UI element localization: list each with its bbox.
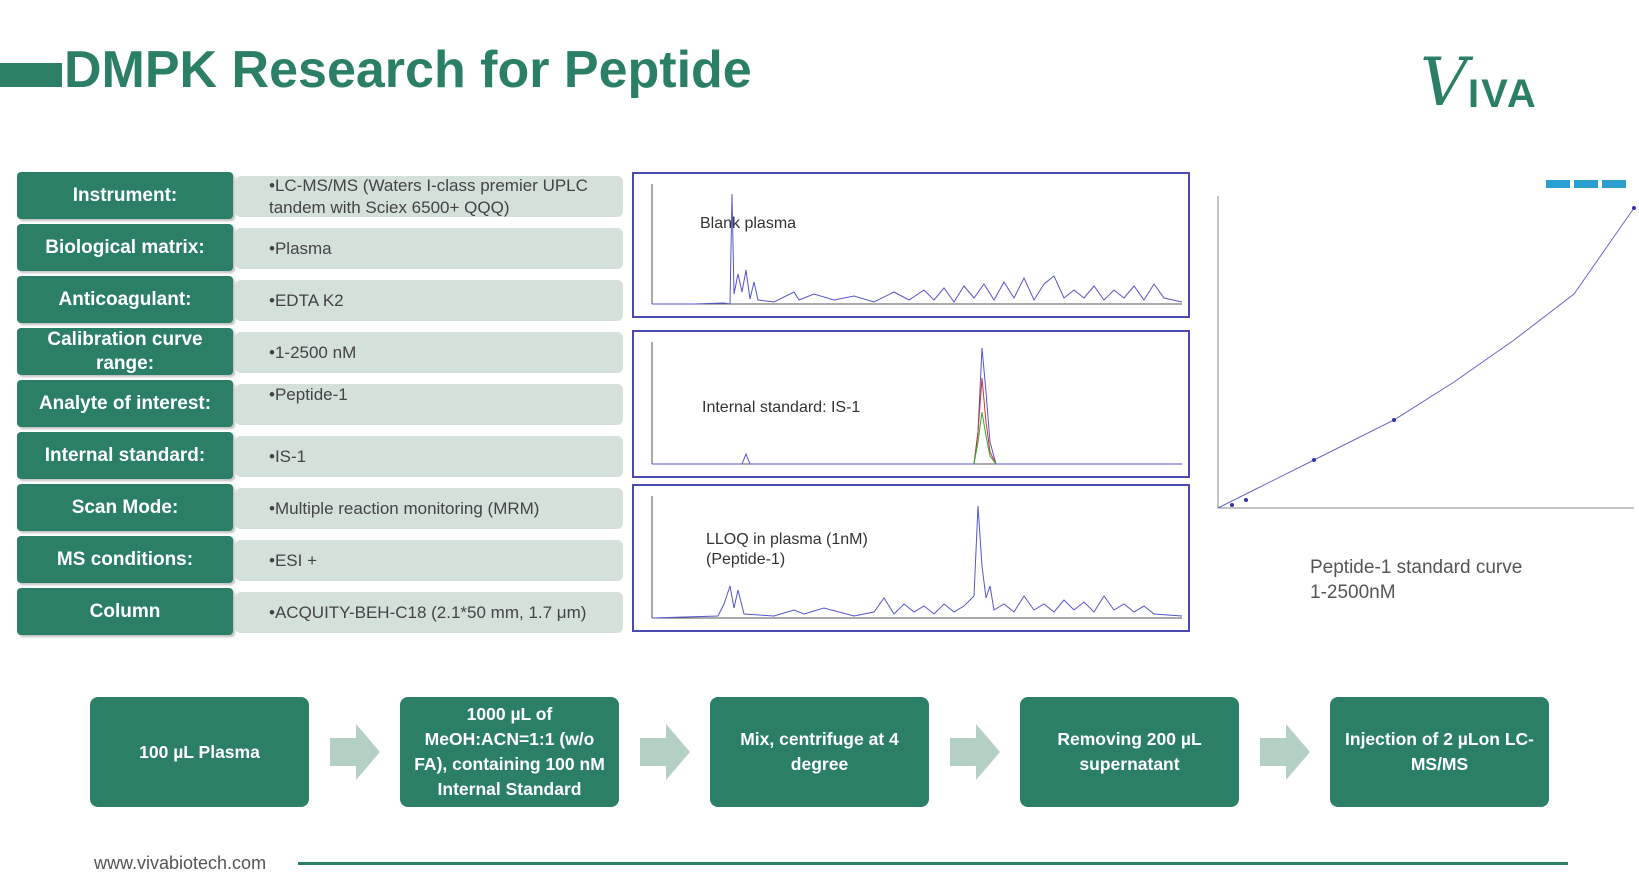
arrow-right-icon: [330, 724, 380, 780]
arrow-right-icon: [950, 724, 1000, 780]
param-label: Calibration curve range:: [17, 328, 233, 375]
param-value: •IS-1: [235, 436, 623, 477]
param-value: •EDTA K2: [235, 280, 623, 321]
param-label: Analyte of interest:: [17, 380, 233, 427]
chromatogram-label: Blank plasma: [700, 215, 797, 232]
page-title: DMPK Research for Peptide: [64, 41, 752, 99]
param-row-scan-mode: [17, 484, 624, 531]
param-value: •Plasma: [235, 228, 623, 269]
workflow-step-supernatant: Removing 200 µL supernatant: [1020, 697, 1239, 807]
viva-logo: [1420, 44, 1580, 122]
chromatogram-label: Internal standard: IS-1: [702, 399, 861, 416]
param-label: Biological matrix:: [17, 224, 233, 271]
footer-divider: [298, 862, 1568, 865]
chromatogram-internal-standard: [632, 330, 1190, 478]
param-row-matrix: [17, 224, 624, 271]
arrow-right-icon: [640, 724, 690, 780]
workflow-step-injection: Injection of 2 µLon LC-MS/MS: [1330, 697, 1549, 807]
param-row-ms-conditions: [17, 536, 624, 583]
logo-v-glyph: V: [1420, 44, 1468, 121]
chromatogram-blank: [632, 172, 1190, 318]
chromatogram-lloq: [632, 484, 1190, 632]
workflow-step-centrifuge: Mix, centrifuge at 4 degree: [710, 697, 929, 807]
chromatogram-label: LLOQ in plasma (1nM) (Peptide-1): [706, 531, 868, 568]
chromatogram-trace-blank: [634, 174, 1188, 316]
title-accent-bar: [0, 63, 62, 87]
param-label: MS conditions:: [17, 536, 233, 583]
param-row-column: [17, 588, 624, 635]
param-label: Anticoagulant:: [17, 276, 233, 323]
standard-curve-plot: [1194, 172, 1638, 522]
param-row-anticoagulant: [17, 276, 624, 323]
workflow-step-plasma: 100 µL Plasma: [90, 697, 309, 807]
param-value: •Multiple reaction monitoring (MRM): [235, 488, 623, 529]
param-label: Instrument:: [17, 172, 233, 219]
param-label: Column: [17, 588, 233, 635]
param-label: Scan Mode:: [17, 484, 233, 531]
param-row-instrument: [17, 172, 624, 219]
param-value: •ESI +: [235, 540, 623, 581]
param-label: Internal standard:: [17, 432, 233, 479]
param-value: •LC-MS/MS (Waters I-class premier UPLC tandem with Sciex 6500+ QQQ): [235, 176, 623, 217]
standard-curve-caption: [1310, 555, 1522, 605]
param-value: •Peptide-1: [235, 384, 623, 425]
curve-caption-line1: Peptide-1 standard curve: [1310, 557, 1523, 578]
logo-text: IVA: [1468, 72, 1538, 116]
arrow-right-icon: [1260, 724, 1310, 780]
curve-toolbar-button: [1546, 180, 1570, 188]
param-row-analyte: [17, 380, 624, 427]
param-value: •ACQUITY-BEH-C18 (2.1*50 mm, 1.7 μm): [235, 592, 623, 633]
curve-toolbar-button: [1602, 180, 1626, 188]
curve-caption-line2: 1-2500nM: [1310, 582, 1396, 603]
param-row-internal-standard: [17, 432, 624, 479]
param-row-calibration: [17, 328, 624, 375]
workflow-step-precipitation: 1000 µL of MeOH:ACN=1:1 (w/o FA), containing 100 nM Internal Standard: [400, 697, 619, 807]
param-value: •1-2500 nM: [235, 332, 623, 373]
footer-url[interactable]: www.vivabiotech.com: [94, 853, 267, 873]
curve-toolbar-button: [1574, 180, 1598, 188]
